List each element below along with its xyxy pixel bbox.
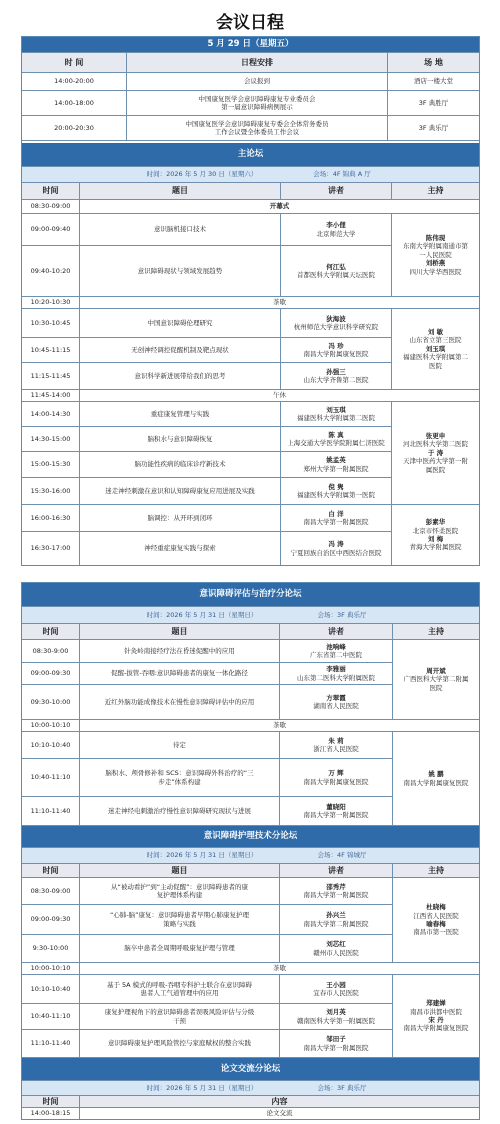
topic-cell: 意识障碍现状与领域发展趋势 bbox=[79, 246, 280, 296]
header-chair: 主持 bbox=[392, 624, 479, 639]
forum3-time: 时间：2026 年 5 月 31 日（星期日） bbox=[146, 851, 258, 860]
day1-band bbox=[22, 37, 479, 53]
main-forum-subheader bbox=[22, 167, 479, 183]
forum3-band bbox=[22, 826, 479, 848]
speaker-cell: 王小园 宜春市人民医院 bbox=[279, 975, 392, 1003]
day1-row bbox=[22, 91, 479, 116]
day1-header-schedule: 日程安排 bbox=[126, 53, 387, 72]
chair-block: 张更申 河北医科大学第二医院 于 涛 天津中医药大学第一附 属医院 bbox=[391, 402, 479, 504]
tea-break-label: 茶歇 bbox=[79, 297, 479, 308]
forum2-band bbox=[22, 583, 479, 607]
topic-cell: 重症康复管理与实践 bbox=[79, 402, 280, 426]
speaker-cell: 方翠霞 湖南省人民医院 bbox=[279, 685, 392, 719]
topic-cell: 待定 bbox=[79, 732, 279, 758]
topic-cell: 迷走神经电刺激治疗慢性意识障碍研究现状与进展 bbox=[79, 797, 279, 825]
page-title: 会议日程 bbox=[216, 13, 284, 33]
header-topic: 题目 bbox=[79, 624, 279, 639]
time-cell: 11:45-14:00 bbox=[30, 391, 71, 400]
time-cell: 08:30-9:00 bbox=[32, 646, 69, 655]
time-cell: 09:00-09:30 bbox=[30, 915, 71, 924]
chair-block: 姚 鹏 南昌大学附属康复医院 bbox=[392, 732, 479, 825]
speaker-cell: 朱 莉 浙江省人民医院 bbox=[279, 732, 392, 758]
tea-break-label: 茶歇 bbox=[79, 963, 479, 974]
time-cell: 14:30-15:00 bbox=[30, 434, 71, 443]
lunch-label: 午休 bbox=[79, 390, 479, 401]
topic-cell: 脑积水与意识障碍恢复 bbox=[79, 427, 280, 451]
session-row bbox=[22, 1108, 479, 1119]
time-cell: 10:10-10:40 bbox=[30, 740, 71, 749]
forum2-subheader bbox=[22, 607, 479, 624]
time-cell: 10:10-10:40 bbox=[30, 984, 71, 993]
time-cell: 10:00-10:10 bbox=[30, 964, 71, 973]
content-cell: 论文交流 bbox=[79, 1108, 479, 1119]
header-time: 时间 bbox=[42, 626, 59, 636]
chair-block: 陈伟现 东南大学附属南通市第 一人民医院 刘桥燕 四川大学华西医院 bbox=[391, 214, 479, 296]
header-time: 时间 bbox=[42, 186, 59, 195]
topic-cell: 促醒-拔管-吞咽:意识障碍患者的康复一体化路径 bbox=[79, 663, 279, 684]
forum3-header-row bbox=[22, 864, 479, 878]
speaker-cell: 刘玉琪 福建医科大学附属第二医院 bbox=[280, 402, 391, 426]
tea-break-row bbox=[22, 297, 479, 309]
forum4-title: 论文交流分论坛 bbox=[220, 1063, 281, 1074]
main-forum-venue: 会场：4F 锦典 A 厅 bbox=[313, 170, 371, 179]
speaker-cell: 刘芯红 赣州市人民医院 bbox=[279, 935, 392, 962]
speaker-cell: 倪 隽 福建医科大学附属第一医院 bbox=[280, 478, 391, 504]
schedule-cell: 中国康复医学会意识障碍康复专业委员会 第一届意识障碍病例展示 bbox=[126, 91, 387, 115]
topic-cell: 脑卒中患者全周期呼吸康复护理与管理 bbox=[79, 935, 279, 962]
main-forum-band bbox=[22, 143, 479, 167]
header-time: 时间 bbox=[42, 865, 59, 875]
time-cell: 10:40-11:10 bbox=[30, 773, 71, 782]
speaker-cell: 李雅丽 山东第二医科大学附属医院 bbox=[279, 663, 392, 684]
time-cell: 11:10-11:40 bbox=[30, 1039, 71, 1048]
topic-cell: 脑功能性疾病的临床诊疗新技术 bbox=[79, 452, 280, 477]
time-cell: 10:30-10:45 bbox=[30, 318, 71, 327]
opening-label: 开幕式 bbox=[79, 200, 479, 213]
speaker-cell: 孙兴兰 南昌大学第二附属医院 bbox=[279, 905, 392, 934]
header-time: 时间 bbox=[42, 1096, 59, 1106]
main-forum-time: 时间：2026 年 5 月 30 日（星期六） bbox=[146, 170, 258, 179]
forum4-venue: 会场：3F 典乐厅 bbox=[317, 1083, 367, 1092]
schedule-page-2 bbox=[21, 582, 480, 1120]
time-cell: 14:00-14:30 bbox=[30, 409, 71, 418]
time-cell: 09:00-09:30 bbox=[30, 669, 71, 678]
chair-block: 彭素华 北京市怀柔医院 刘 梅 青海大学附属医院 bbox=[391, 505, 479, 565]
time-cell: 10:45-11:15 bbox=[30, 345, 71, 354]
chair-block: 郑建婵 南昌市洪都中医院 宋 丹 南昌大学附属康复医院 bbox=[392, 975, 479, 1057]
topic-cell: 脑积水、颅骨修补和 SCS：意识障碍外科治疗的“三 步走”体系构建 bbox=[79, 759, 279, 796]
header-chair: 主持 bbox=[391, 183, 479, 199]
time-cell: 15:00-15:30 bbox=[30, 460, 71, 469]
speaker-cell: 白 洋 南昌大学第一附属医院 bbox=[280, 505, 391, 531]
time-cell: 11:10-11:40 bbox=[30, 806, 71, 815]
tea-break-label: 茶歇 bbox=[79, 720, 479, 731]
time-cell: 11:15-11:45 bbox=[30, 371, 71, 380]
forum2-title: 意识障碍评估与治疗分论坛 bbox=[199, 589, 302, 600]
topic-cell: 从“被动看护”到“主动促醒”：意识障碍患者的康 复护理体系构建 bbox=[79, 878, 279, 904]
time-cell: 16:00-16:30 bbox=[30, 513, 71, 522]
time-cell: 09:30-10:00 bbox=[30, 697, 71, 706]
topic-cell: 无创神经调控促醒机制及靶点现状 bbox=[79, 338, 280, 362]
topic-cell: 近红外脑功能成像技术在慢性意识障碍评估中的应用 bbox=[79, 685, 279, 719]
forum2-venue: 会场：3F 典乐厅 bbox=[317, 610, 367, 619]
chair-block: 周开斌 广西医科大学第二附属 医院 bbox=[392, 640, 479, 719]
schedule-cell: 中国康复医学会意识障碍康复专委会全体常务委员 工作会议暨全体委员工作会议 bbox=[126, 116, 387, 140]
day1-header-time: 时 间 bbox=[64, 57, 84, 67]
speaker-cell: 冯 珍 南昌大学附属康复医院 bbox=[280, 338, 391, 362]
header-chair: 主持 bbox=[392, 864, 479, 877]
topic-cell: 康复护理视角下的意识障碍患者误吸风险评估与分级 干预 bbox=[79, 1004, 279, 1029]
day1-header-row bbox=[22, 53, 479, 73]
speaker-cell: 刘月英 赣南医科大学第一附属医院 bbox=[279, 1004, 392, 1029]
time-cell: 14:00-18:00 bbox=[54, 98, 94, 107]
time-cell: 15:30-16:00 bbox=[30, 486, 71, 495]
speaker-cell: 池响峰 广东省第二中医院 bbox=[279, 640, 392, 662]
topic-cell: 神经重症康复实践与探索 bbox=[79, 532, 280, 565]
speaker-cell: 孙强三 山东大学齐鲁第二医院 bbox=[280, 363, 391, 389]
header-topic: 题目 bbox=[79, 183, 280, 199]
time-cell: 10:40-11:10 bbox=[30, 1012, 71, 1021]
topic-cell: “心肺-脑”康复：意识障碍患者早期心肺康复护理 策略与实践 bbox=[79, 905, 279, 934]
forum4-header-row bbox=[22, 1096, 479, 1108]
day1-header-venue: 场 地 bbox=[387, 53, 479, 72]
tea-break-row bbox=[22, 720, 479, 732]
day1-band-title: 5 月 29 日（星期五） bbox=[207, 39, 294, 50]
header-content: 内容 bbox=[79, 1096, 479, 1107]
header-speaker: 讲者 bbox=[279, 624, 392, 639]
forum3-subheader bbox=[22, 848, 479, 864]
forum4-time: 时间：2026 年 5 月 31 日（星期日） bbox=[146, 1083, 258, 1092]
chair-block: 刘 敏 山东省立第三医院 刘玉琪 福建医科大学附属第二 医院 bbox=[391, 309, 479, 389]
main-forum-title: 主论坛 bbox=[237, 149, 264, 160]
speaker-cell: 董晓阳 南昌大学第一附属医院 bbox=[279, 797, 392, 825]
main-forum-header-row bbox=[22, 183, 479, 200]
forum3-title: 意识障碍护理技术分论坛 bbox=[203, 831, 298, 842]
tea-break-row bbox=[22, 963, 479, 975]
speaker-cell: 冯 涛 宁夏回族自治区中西医结合医院 bbox=[280, 532, 391, 565]
speaker-cell: 何江弘 首都医科大学附属天坛医院 bbox=[280, 246, 391, 296]
time-cell: 08:30-09:00 bbox=[30, 202, 71, 211]
speaker-cell: 邹田子 南昌大学第一附属医院 bbox=[279, 1030, 392, 1057]
time-cell: 14:00-20:00 bbox=[54, 77, 94, 86]
topic-cell: 中国意识障碍伦理研究 bbox=[79, 309, 280, 337]
topic-cell: 脑调控：从开环到闭环 bbox=[79, 505, 280, 531]
speaker-cell: 邵秀芹 南昌大学第一附属医院 bbox=[279, 878, 392, 904]
topic-cell: 意识科学新进展带给我们的思考 bbox=[79, 363, 280, 389]
schedule-cell: 会议报到 bbox=[126, 73, 387, 90]
speaker-cell: 陈 真 上海交通大学医学院附属仁济医院 bbox=[280, 427, 391, 451]
speaker-cell: 狄海波 杭州师范大学意识科学研究院 bbox=[280, 309, 391, 337]
schedule-page-1 bbox=[21, 36, 480, 566]
venue-cell: 3F 典胜厅 bbox=[387, 91, 479, 115]
header-speaker: 讲者 bbox=[279, 864, 392, 877]
time-cell: 10:00-10:10 bbox=[30, 721, 71, 730]
topic-cell: 迷走神经刺激在意识和认知障碍康复应用进展及实践 bbox=[79, 478, 280, 504]
venue-cell: 3F 典乐厅 bbox=[387, 116, 479, 140]
time-cell: 20:00-20:30 bbox=[54, 123, 94, 132]
forum3-venue: 会场：4F 锦城厅 bbox=[317, 851, 367, 860]
time-cell: 9:30-10:00 bbox=[32, 944, 69, 953]
topic-cell: 基于 5A 模式的呼吸-吞咽专科护士联合在意识障碍 患者人工气道管理中的应用 bbox=[79, 975, 279, 1003]
chair-block: 杜晓梅 江西省人民医院 喻春梅 南昌市第一医院 bbox=[392, 878, 479, 962]
forum2-header-row bbox=[22, 624, 479, 640]
time-cell: 10:20-10:30 bbox=[30, 298, 71, 307]
header-topic: 题目 bbox=[79, 864, 279, 877]
speaker-cell: 万 辉 南昌大学附属康复医院 bbox=[279, 759, 392, 796]
speaker-cell: 姚孟英 郑州大学第一附属医院 bbox=[280, 452, 391, 477]
time-cell: 08:30-09:00 bbox=[30, 886, 71, 895]
opening-row bbox=[22, 200, 479, 214]
topic-cell: 意识脑机接口技术 bbox=[79, 214, 280, 245]
venue-cell: 酒店一楼大堂 bbox=[387, 73, 479, 90]
day1-row bbox=[22, 116, 479, 141]
time-cell: 09:40-10:20 bbox=[30, 266, 71, 275]
time-cell: 14:00-18:15 bbox=[30, 1109, 71, 1118]
forum4-band bbox=[22, 1058, 479, 1081]
topic-cell: 针灸岭南接经疗法在昏迷促醒中的应用 bbox=[79, 640, 279, 662]
forum4-subheader bbox=[22, 1081, 479, 1096]
topic-cell: 意识障碍康复护理风险管控与家庭赋权的整合实践 bbox=[79, 1030, 279, 1057]
lunch-row bbox=[22, 390, 479, 402]
forum2-time: 时间：2026 年 5 月 31 日（星期日） bbox=[146, 610, 258, 619]
time-cell: 09:00-09:40 bbox=[30, 225, 71, 234]
speaker-cell: 李小俚 北京师范大学 bbox=[280, 214, 391, 245]
day1-row bbox=[22, 73, 479, 91]
time-cell: 16:30-17:00 bbox=[30, 544, 71, 553]
header-speaker: 讲者 bbox=[280, 183, 391, 199]
